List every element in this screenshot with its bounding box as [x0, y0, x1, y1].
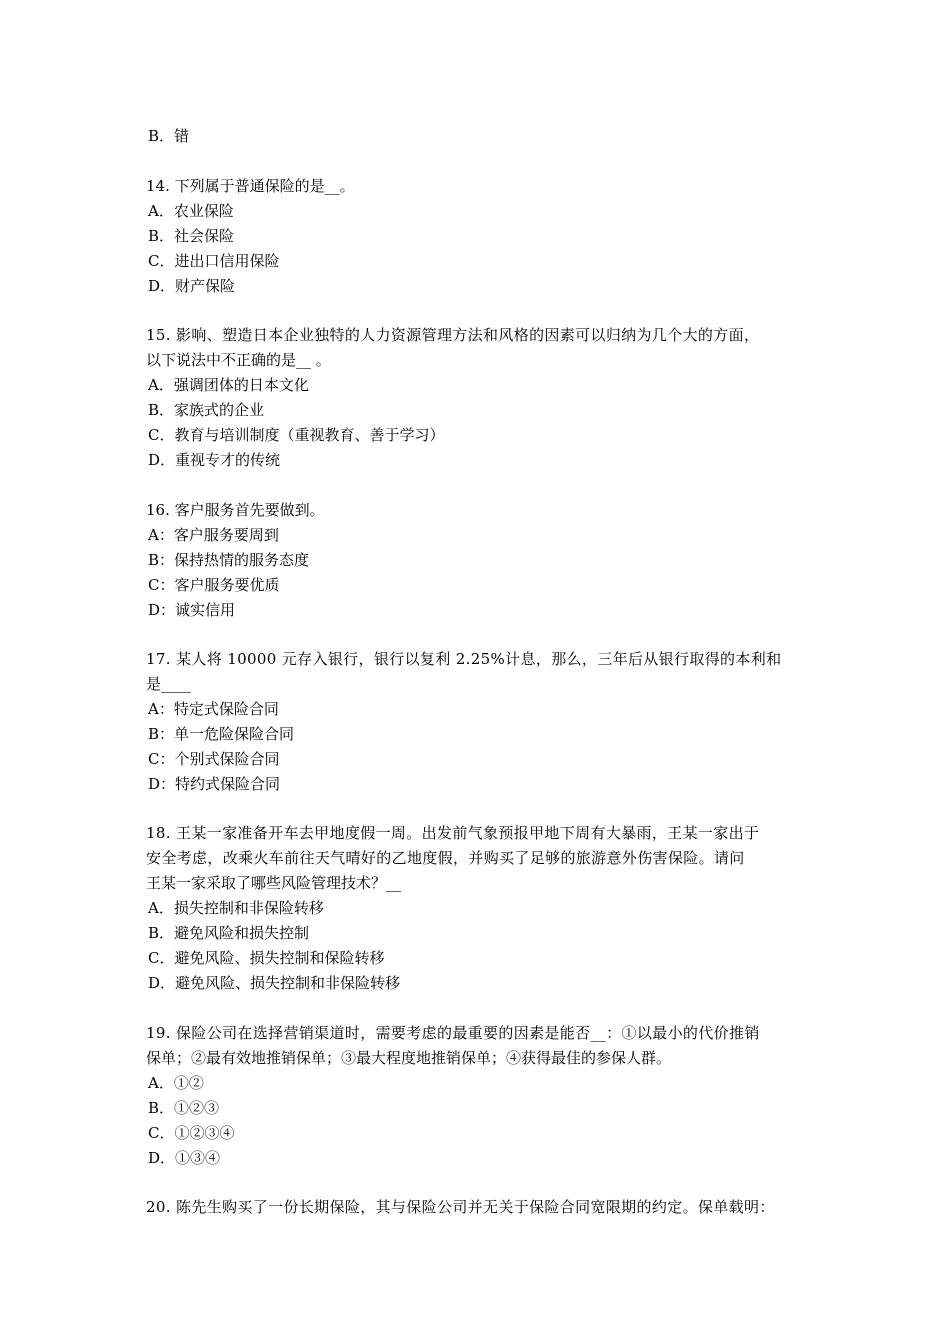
q14-option-a: A．农业保险 [148, 202, 234, 220]
q18-option-a: A．损失控制和非保险转移 [148, 899, 324, 917]
q20-stem-line1: 20. 陈先生购买了一份长期保险，其与保险公司并无关于保险合同宽限期的约定。保单载明： [146, 1198, 775, 1216]
q18-stem-line1: 18. 王某一家准备开车去甲地度假一周。出发前气象预报甲地下周有大暴雨，王某一家出于 [146, 824, 760, 842]
q18-stem-line3: 王某一家采取了哪些风险管理技术？__ [146, 874, 402, 892]
q19-stem-line2: 保单；②最有效地推销保单；③最大程度地推销保单；④获得最佳的参保人群。 [146, 1049, 672, 1067]
q19-option-a: A．①② [148, 1074, 204, 1092]
q16-option-d: D：诚实信用 [148, 601, 236, 619]
q14-option-d: D．财产保险 [148, 277, 236, 295]
q18-option-b: B．避免风险和损失控制 [148, 924, 310, 942]
q17-option-c: C：个别式保险合同 [148, 750, 280, 768]
q16-option-b: B：保持热情的服务态度 [148, 551, 310, 569]
q16-option-c: C：客户服务要优质 [148, 576, 280, 594]
q19-option-d: D．①③④ [148, 1149, 221, 1167]
q19-option-c: C．①②③④ [148, 1124, 235, 1142]
q17-option-a: A：特定式保险合同 [148, 700, 279, 718]
q14-option-b: B．社会保险 [148, 227, 235, 245]
q15-stem-line1: 15. 影响、塑造日本企业独特的人力资源管理方法和风格的因素可以归纳为几个大的方面， [146, 326, 760, 344]
q18-option-c: C．避免风险、损失控制和保险转移 [148, 949, 385, 967]
q18-option-d: D．避免风险、损失控制和非保险转移 [148, 974, 401, 992]
q19-option-b: B．①②③ [148, 1099, 220, 1117]
q16-stem: 16. 客户服务首先要做到。 [146, 501, 325, 519]
q15-option-d: D．重视专才的传统 [148, 451, 281, 469]
q14-option-c: C．进出口信用保险 [148, 252, 280, 270]
q15-option-c: C．教育与培训制度（重视教育、善于学习） [148, 426, 445, 444]
q15-option-b: B．家族式的企业 [148, 401, 265, 419]
q19-stem-line1: 19. 保险公司在选择营销渠道时，需要考虑的最重要的因素是能否__：①以最小的代价推销 [146, 1024, 760, 1042]
q14-stem: 14. 下列属于普通保险的是__。 [146, 177, 355, 195]
q18-stem-line2: 安全考虑，改乘火车前往天气晴好的乙地度假，并购买了足够的旅游意外伤害保险。请问 [146, 849, 745, 867]
q17-option-b: B：单一危险保险合同 [148, 725, 295, 743]
q17-stem-line1: 17. 某人将 10000 元存入银行，银行以复利 2.25%计息，那么，三年后从银行取得的本利和 [146, 650, 782, 668]
q13-option-b: B．错 [148, 127, 190, 145]
q16-option-a: A：客户服务要周到 [148, 526, 279, 544]
q15-option-a: A．强调团体的日本文化 [148, 376, 309, 394]
q17-stem-line2: 是____ [146, 675, 192, 693]
q15-stem-line2: 以下说法中不正确的是__ 。 [146, 351, 331, 369]
q17-option-d: D：特约式保险合同 [148, 775, 281, 793]
